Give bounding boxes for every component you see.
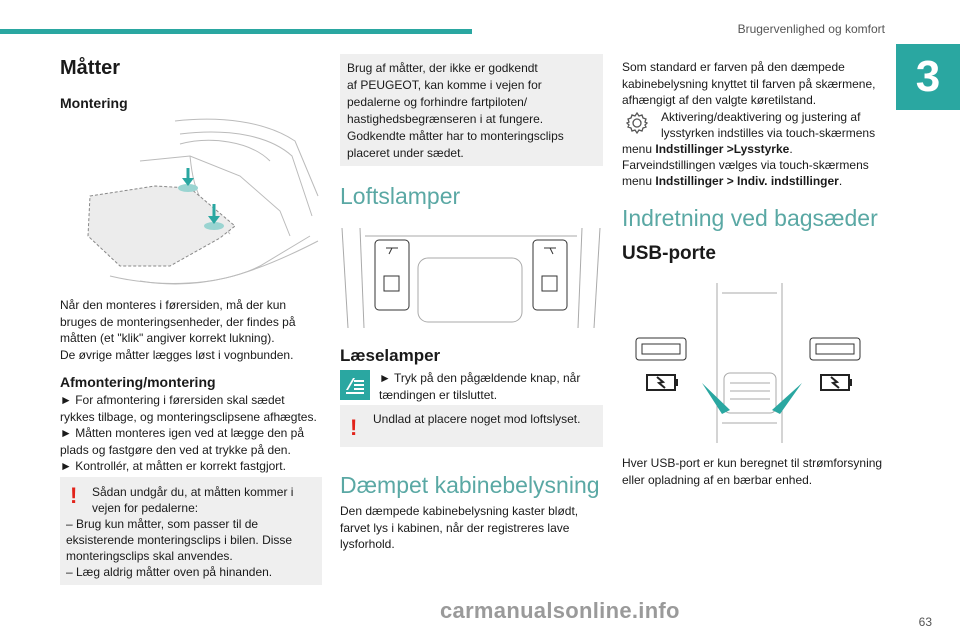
section-title: Brugervenlighed og komfort: [737, 22, 885, 36]
settings-line-3: menu Indstillinger >Lysstyrke.: [622, 142, 793, 156]
chapter-number-tab: 3: [896, 44, 960, 110]
afmontering-text: ► For afmontering i førersiden skal sædet rykkes tilbage, og monteringsclipsene afhægtes. ► Måtten monteres igen ved at lægge den på plads og fastgøre den ved at trykke på den. ► Kontrollér, at måtten er korrekt fastgjort.: [60, 393, 317, 473]
daempet-heading: Dæmpet kabinebelysning: [340, 472, 600, 498]
afmontering-heading: Afmontering/montering: [60, 374, 216, 390]
usb-heading: USB-porte: [622, 243, 716, 264]
settings-gear-icon: [622, 108, 652, 138]
info-book-icon: [340, 370, 370, 400]
charging-icon-right: [821, 375, 852, 390]
reading-lamp-right[interactable]: [533, 240, 567, 310]
reading-lamp-left[interactable]: [375, 240, 409, 310]
warning-exclamation-icon: !: [70, 483, 78, 508]
floor-mat-illustration: [80, 116, 320, 290]
ambient-intro-text: Som standard er farven på den dæmpede kabinebelysning knyttet til farven på skærmene, afhængigt af den valgte køretilstand.: [622, 60, 876, 107]
indretning-heading: Indretning ved bagsæder: [622, 205, 878, 231]
header-accent-bar: [0, 29, 472, 34]
daempet-text: Den dæmpede kabinebelysning kaster blødt, farvet lys i kabinen, når der registreres lave lysforhold.: [340, 504, 579, 551]
montering-text: Når den monteres i førersiden, må der kun bruges de monteringsenheder, der findes på måtten (et "klik" angiver korrekt lukning). De øvrige måtter lægges løst i vognbunden.: [60, 298, 296, 362]
loftslamper-heading: Loftslamper: [340, 183, 461, 209]
mat-clip-top: [178, 168, 198, 192]
warning-box-lamps: ! Undlad at placere noget mod loftslyset.: [340, 405, 603, 447]
note-box-approved-mats: Brug af måtter, der ikke er godkendt af PEUGEOT, kan komme i vejen for pedalerne og forhindre fartpiloten/ hastighedsbegrænseren i at fungere. Godkendte måtter har to monteringsclips placeret under sædet.: [340, 54, 603, 166]
laeselamper-text: ► Tryk på den pågældende knap, når tændingen er tilsluttet.: [379, 371, 581, 402]
settings-line-4: Farveindstillingen vælges via touch-skærmens: [622, 158, 869, 172]
usb-pointer-left: [702, 383, 730, 414]
warning-exclamation-icon: !: [350, 415, 358, 440]
laeselamper-heading: Læselamper: [340, 346, 441, 365]
charging-icon-left: [647, 375, 678, 390]
page-number: 63: [918, 615, 932, 629]
usb-text: Hver USB-port er kun beregnet til strømforsyning eller opladning af en bærbar enhed.: [622, 456, 883, 487]
ceiling-lamp-illustration: [340, 218, 602, 332]
usb-ports-illustration: [622, 278, 887, 450]
watermark: carmanualsonline.info: [440, 598, 680, 623]
settings-line-2: lysstyrken indstilles via touch-skærmens: [661, 126, 876, 140]
montering-heading: Montering: [60, 95, 128, 111]
settings-line-1: Aktivering/deaktivering og justering af: [661, 110, 861, 124]
page-title: Måtter: [60, 57, 121, 79]
usb-port-left: [636, 338, 686, 360]
usb-port-right: [810, 338, 860, 360]
warning-box-mats: ! Sådan undgår du, at måtten kommer i vejen for pedalerne: – Brug kun måtter, som passer til de eksisterende monteringsclips i bilen. Disse monteringsclips skal anvendes. – Læg aldrig måtter oven på hinanden.: [60, 477, 322, 585]
settings-line-5: menu Indstillinger > Indiv. indstillinger.: [622, 174, 843, 188]
